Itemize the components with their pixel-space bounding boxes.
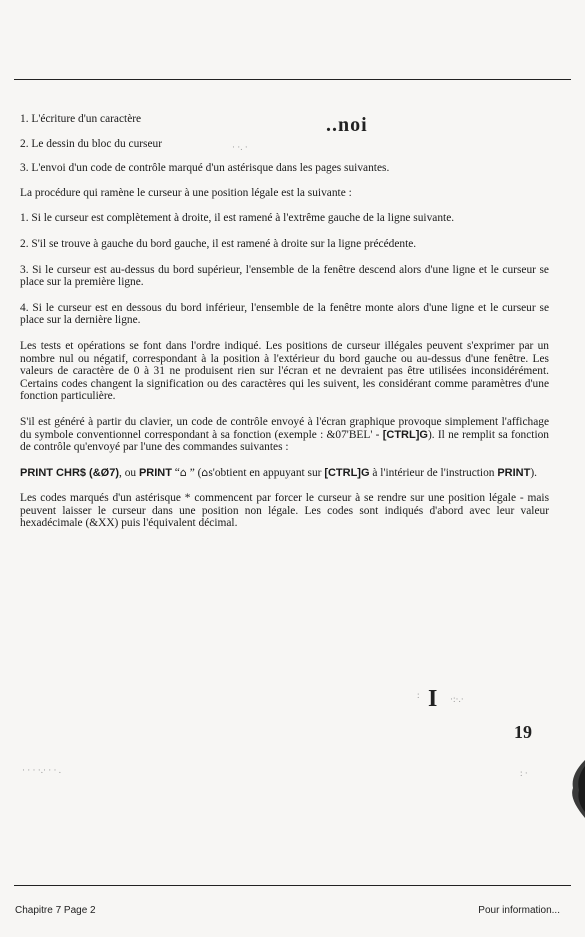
procedure-step: 2. S'il se trouve à gauche du bord gauche, il est ramené à droite sur la ligne précédente.	[20, 237, 417, 250]
list-item: 1. L'écriture d'un caractère	[20, 113, 142, 125]
top-rule	[14, 79, 571, 80]
bleed-through-text: ..noi	[326, 114, 368, 136]
print-paragraph	[20, 467, 549, 480]
list-item: 3. L'envoi d'un code de contrôle marqué d'un astérisque dans les pages suivantes.	[20, 162, 390, 175]
bleed-through-glyph: I	[428, 686, 438, 712]
page-body	[20, 113, 549, 543]
print-text-middle2: à l'intérieur de l'instruction	[369, 466, 498, 479]
keyboard-text-after: ). Il ne remplit sa fonction de contrôle qu'envoyé par l'une des commandes suivantes :	[20, 428, 550, 454]
keyboard-text-before: S'il est généré à partir du clavier, un code de contrôle envoyé à l'écran graphique provoque simplement l'affichage du symbole conventionnel correspondant à sa fonction (exemple : &07'BEL' -	[20, 415, 549, 441]
print-text-middle: s'obtient en appuyant sur	[208, 466, 325, 479]
procedure-step: 3. Si le curseur est au-dessus du bord supérieur, l'ensemble de la fenêtre descend alors d'une ligne et le curseur se place sur la première ligne.	[20, 263, 549, 289]
bottom-rule	[14, 885, 571, 886]
bell-symbol-icon: ⌂	[179, 465, 187, 479]
footer-note: Pour information...	[478, 905, 560, 916]
print-command: PRINT	[497, 466, 531, 479]
bleed-through-page-number: 19	[514, 722, 532, 742]
procedure-intro: La procédure qui ramène le curseur à une position légale est la suivante :	[20, 186, 352, 199]
print-separator: , ou	[119, 466, 139, 479]
scan-speck: · ·. ·	[232, 142, 248, 152]
scan-speck: · · · ·.· · · .	[22, 765, 61, 775]
bell-symbol-icon: ⌂	[201, 465, 209, 479]
procedure-step: 1. Si le curseur est complètement à droite, il est ramené à l'extrême gauche de la ligne suivante.	[20, 212, 455, 225]
edge-bleed-mark	[567, 760, 585, 818]
list-item: 2. Le dessin du bloc du curseur	[20, 137, 163, 150]
keyboard-paragraph	[20, 416, 549, 454]
scan-speck: : ·	[520, 768, 528, 778]
quote-open: “	[171, 466, 180, 479]
quote-close: ” (	[186, 466, 202, 479]
procedure-step: 4. Si le curseur est en dessous du bord inférieur, l'ensemble de la fenêtre monte alors d'une ligne et le curseur se place sur la dernière ligne.	[20, 301, 549, 327]
tests-paragraph: Les tests et opérations se font dans l'ordre indiqué. Les positions de curseur illégales peuvent s'exprimer par un nombre nul ou négatif, correspondant à la position à l'extérieur du bord gauche ou au-dessus d'une fenêtre. Les valeurs de caractère de 0 à 31 ne produisent rien sur l'écran et ne devraient pas être utilisées inconsidérément. Certains codes changent la signification ou des caractères qui les suivent, les considérant comme paramètres d'une fonction particulière.	[20, 339, 549, 403]
ctrl-g-key: [CTRL]G	[382, 428, 428, 441]
codes-paragraph: Les codes marqués d'un astérisque * commencent par forcer le curseur à se rendre sur une position légale - mais peuvent laisser le curseur dans une position non légale. Les codes sont indiqués d'abord avec leur valeur hexadécimale (&XX) puis l'équivalent décimal.	[20, 492, 549, 530]
print-text-end: ).	[530, 466, 537, 479]
ctrl-g-key: [CTRL]G	[324, 466, 370, 479]
scan-speck: :	[417, 690, 420, 700]
print-command: PRINT	[138, 466, 172, 479]
print-chr-command: PRINT CHR$ (&Ø7)	[20, 466, 120, 479]
footer-chapter-page: Chapitre 7 Page 2	[15, 905, 96, 916]
scan-speck: ·:·.·	[450, 694, 464, 704]
